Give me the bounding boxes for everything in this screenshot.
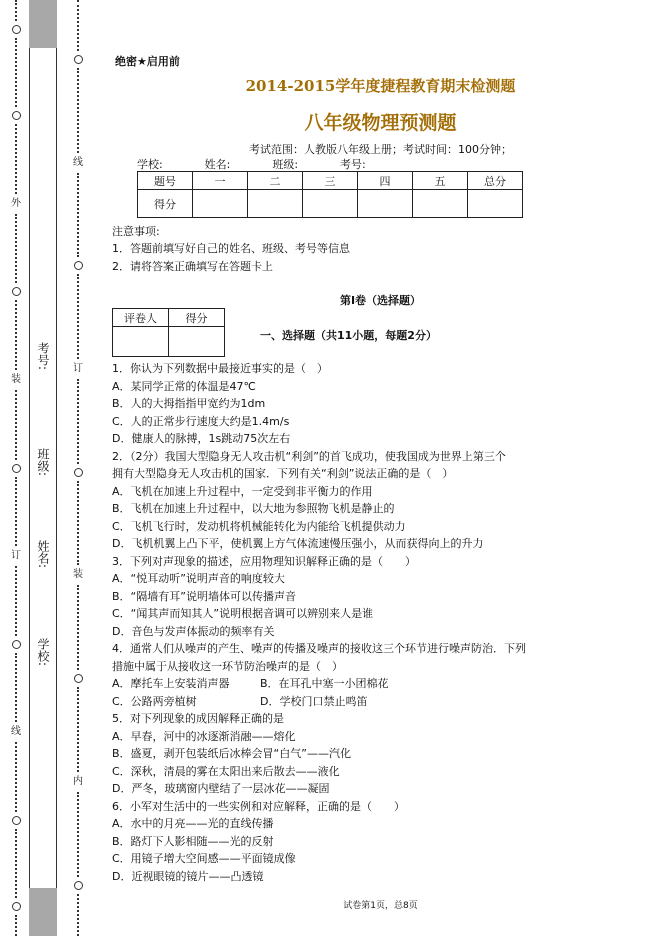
outer-mark-xian: 线 (11, 726, 21, 738)
question-option: D．飞机机翼上凸下平，使机翼上方气体流速慢压强小，从而获得向上的升力 (112, 537, 484, 550)
score-table-header-row (138, 172, 523, 190)
page-footer: 试卷第1页，总8页 (343, 901, 418, 911)
question-option: B．路灯下人影相随——光的反射 (112, 834, 274, 848)
binding-circle (12, 25, 21, 34)
binding-circle (74, 55, 83, 64)
question-stem: 2．（2分）我国大型隐身无人攻击机“利剑”的首飞成功，使我国成为世界上第三个 (112, 449, 506, 463)
binding-circle (12, 464, 21, 473)
question-stem: 1．你认为下列数据中最接近事实的是（ ） (112, 362, 328, 375)
score-cell[interactable] (413, 190, 468, 218)
label-xuexiao: 学校: (36, 638, 50, 667)
score-header-cell: 一 (193, 172, 248, 190)
question-option: A．早春，河中的冰逐渐消融——熔化 (112, 729, 296, 743)
question-option: A．某同学正常的体温是47℃ (112, 379, 256, 393)
question-list (112, 360, 652, 885)
grader-header-cell: 评卷人 (113, 309, 169, 327)
exam-subtitle: 八年级物理预测题 (304, 112, 457, 134)
question-option: B．人的大拇指指甲宽约为1dm (112, 397, 266, 410)
binding-circle (74, 674, 83, 683)
question-option: D．严冬，玻璃窗内壁结了一层冰花——凝固 (112, 782, 330, 795)
exam-page (108, 0, 653, 936)
question-option: D．近视眼镜的镜片——凸透镜 (112, 869, 264, 883)
score-cell[interactable] (468, 190, 523, 218)
binding-circle (74, 261, 83, 270)
question-option: C．“闻其声而知其人”说明根据音调可以辨别来人是谁 (112, 607, 374, 620)
outer-mark-wai: 外 (11, 197, 21, 209)
outer-mark-ding: 订 (11, 550, 21, 562)
score-cell[interactable] (303, 190, 358, 218)
score-header-cell: 题号 (138, 172, 193, 190)
exam-title: 2014-2015学年度捷程教育期末检测题 (245, 77, 516, 95)
score-header-cell: 二 (248, 172, 303, 190)
score-table-score-row (138, 190, 523, 218)
grader-header-row (113, 309, 225, 327)
label-banji: 班级: (36, 448, 50, 477)
score-row-label: 得分 (138, 190, 193, 218)
binding-band-top (29, 0, 57, 48)
inner-mark-xian: 线 (73, 156, 83, 168)
binding-circle (12, 902, 21, 911)
binding-circle (12, 111, 21, 120)
grader-header-cell: 得分 (169, 309, 225, 327)
question-stem: 4．通常人们从噪声的产生、噪声的传播及噪声的接收这三个环节进行噪声防治．下列 (112, 642, 526, 655)
secret-mark: 绝密★启用前 (115, 55, 180, 68)
note-item: 2．请将答案正确填写在答题卡上 (112, 260, 273, 273)
grader-table (112, 308, 225, 357)
question-option-row (112, 693, 652, 711)
question-option: B．“隔墙有耳”说明墙体可以传播声音 (112, 589, 296, 603)
question-option: A．摩托车上安装消声器 (112, 677, 230, 690)
score-header-cell: 五 (413, 172, 468, 190)
grader-cell[interactable] (113, 327, 169, 357)
grader-input-row (113, 327, 225, 357)
score-cell[interactable] (358, 190, 413, 218)
question-option: D．音色与发声体振动的频率有关 (112, 624, 275, 638)
binding-band-bottom (29, 888, 57, 936)
question-option: D．学校门口禁止鸣笛 (260, 694, 368, 708)
grader-cell[interactable] (169, 327, 225, 357)
question-option: B．盛夏，剥开包装纸后冰棒会冒“白气”——汽化 (112, 747, 351, 760)
binding-circle (12, 287, 21, 296)
section-title: 一、选择题（共11小题，每题2分） (260, 329, 437, 342)
label-kaohao: 考号: (36, 342, 50, 371)
outer-mark-zhuang: 装 (11, 373, 21, 385)
question-stem: 拥有大型隐身无人攻击机的国家．下列有关“利剑”说法正确的是（ ） (112, 467, 454, 480)
student-info-fields: 学校: 姓名: 班级: 考号: (137, 158, 366, 171)
question-stem: 6．小军对生活中的一些实例和对应解释，正确的是（ ） (112, 799, 405, 813)
question-option: C．深秋，清晨的雾在太阳出来后散去——液化 (112, 764, 340, 778)
binding-circle (12, 640, 21, 649)
outer-cut-line (7, 0, 25, 936)
score-cell[interactable] (193, 190, 248, 218)
question-stem: 措施中属于从接收这一环节防治噪声的是（ ） (112, 659, 343, 673)
inner-mark-nei: 内 (73, 775, 83, 787)
score-table (137, 171, 523, 218)
binding-margin (0, 0, 100, 936)
score-cell[interactable] (248, 190, 303, 218)
binding-circle (12, 816, 21, 825)
inner-mark-ding: 订 (73, 362, 83, 374)
note-item: 1．答题前填写好自己的姓名、班级、考号等信息 (112, 242, 350, 255)
question-option: C．用镜子增大空间感——平面镜成像 (112, 852, 296, 865)
notes-title: 注意事项: (112, 225, 160, 238)
question-option: A．飞机在加速上升过程中，一定受到非平衡力的作用 (112, 484, 373, 498)
question-option: A．“悦耳动听”说明声音的响度较大 (112, 572, 285, 585)
exam-info: 考试范围：人教版八年级上册；考试时间：100分钟； (249, 143, 512, 156)
question-stem: 3．下列对声现象的描述，应用物理知识解释正确的是（ ） (112, 554, 416, 568)
inner-cut-line (69, 0, 87, 936)
binding-circle (74, 468, 83, 477)
score-header-cell: 四 (358, 172, 413, 190)
question-stem: 5．对下列现象的成因解释正确的是 (112, 712, 284, 725)
inner-mark-zhuang: 装 (73, 569, 83, 581)
score-header-cell: 三 (303, 172, 358, 190)
question-option: B．飞机在加速上升过程中，以大地为参照物飞机是静止的 (112, 502, 395, 515)
score-header-cell: 总分 (468, 172, 523, 190)
part-title: 第I卷（选择题） (339, 294, 422, 307)
question-option: C．人的正常步行速度大约是1.4m/s (112, 414, 290, 428)
binding-circle (74, 881, 83, 890)
question-option: C．飞机飞行时，发动机将机械能转化为内能给飞机提供动力 (112, 519, 406, 533)
question-option: A．水中的月亮——光的直线传播 (112, 817, 274, 830)
question-option-row (112, 675, 652, 693)
label-xingming: 姓名: (36, 540, 50, 569)
question-option: C．公路两旁植树 (112, 694, 197, 708)
question-option: D．健康人的脉搏，1s跳动75次左右 (112, 432, 291, 445)
question-option: B．在耳孔中塞一小团棉花 (260, 677, 389, 690)
